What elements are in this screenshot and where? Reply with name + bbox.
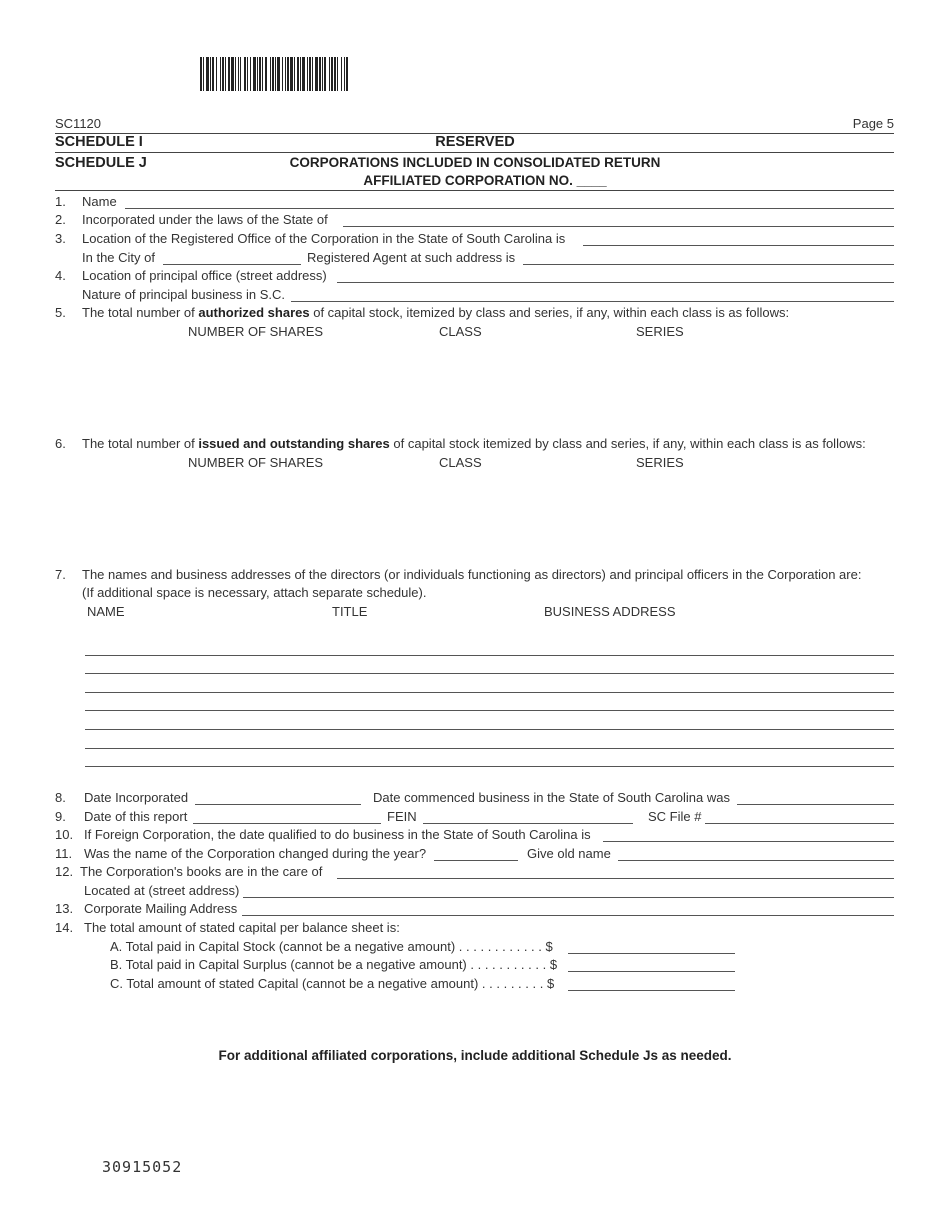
reserved-label: RESERVED	[435, 134, 515, 150]
principal-office-field[interactable]	[337, 282, 894, 283]
column-business-address: BUSINESS ADDRESS	[544, 604, 676, 619]
date-qualified-field[interactable]	[603, 841, 894, 842]
line-11: 11. Was the name of the Corporation changed during the year? Give old name	[55, 846, 894, 864]
barcode	[200, 57, 470, 91]
line-6: 6. The total number of issued and outstanding shares of capital stock itemized by class and series, if any, within each class is as follows:	[55, 436, 866, 451]
line-1: 1. Name	[55, 194, 894, 212]
line-14b: B. Total paid in Capital Surplus (cannot be a negative amount) . . . . . . . . . . . $	[55, 957, 894, 975]
state-of-incorporation-field[interactable]	[343, 226, 894, 227]
line-3-city: In the City of Registered Agent at such address is	[55, 250, 894, 268]
column-series: SERIES	[636, 324, 684, 339]
director-entry-line[interactable]	[85, 729, 894, 730]
column-number-of-shares: NUMBER OF SHARES	[188, 324, 324, 339]
affiliated-corp-number: AFFILIATED CORPORATION NO. ____	[363, 173, 607, 188]
director-entry-line[interactable]	[85, 748, 894, 749]
column-class: CLASS	[439, 324, 482, 339]
line-10: 10. If Foreign Corporation, the date qualified to do business in the State of South Carolina is	[55, 827, 894, 845]
capital-stock-field[interactable]	[568, 953, 735, 954]
line-12-located: Located at (street address)	[55, 883, 894, 901]
form-id: SC1120	[55, 116, 102, 131]
line-14: 14. The total amount of stated capital per balance sheet is:	[55, 920, 400, 935]
footer-note: For additional affiliated corporations, include additional Schedule Js as needed.	[218, 1048, 732, 1063]
date-incorporated-field[interactable]	[195, 804, 361, 805]
old-name-field[interactable]	[618, 860, 894, 861]
line-2: 2. Incorporated under the laws of the State of	[55, 212, 894, 230]
schedule-j-label: SCHEDULE J	[55, 155, 147, 171]
date-commenced-field[interactable]	[737, 804, 894, 805]
line-5: 5. The total number of authorized shares of capital stock, itemized by class and series, if any, within each class is as follows:	[55, 305, 790, 320]
column-name: NAME	[87, 604, 125, 619]
nature-of-business-field[interactable]	[291, 301, 894, 302]
books-care-of-field[interactable]	[337, 878, 894, 879]
stated-capital-field[interactable]	[568, 990, 735, 991]
form-code: 30915052	[102, 1158, 183, 1176]
registered-agent-field[interactable]	[523, 264, 894, 265]
divider	[55, 190, 894, 191]
name-changed-field[interactable]	[434, 860, 518, 861]
registered-office-field[interactable]	[583, 245, 894, 246]
line-4: 4. Location of principal office (street address)	[55, 268, 894, 286]
line-14a: A. Total paid in Capital Stock (cannot be a negative amount) . . . . . . . . . . . . $	[55, 939, 894, 957]
fein-field[interactable]	[423, 823, 633, 824]
name-field[interactable]	[125, 208, 894, 209]
column-class: CLASS	[439, 455, 482, 470]
line-7: 7. The names and business addresses of the directors (or individuals functioning as directors) and principal officers in the Corporation are:	[55, 567, 862, 582]
line-9: 9. Date of this report FEIN SC File #	[55, 809, 894, 827]
line-14c: C. Total amount of stated Capital (cannot be a negative amount) . . . . . . . . . $	[55, 976, 894, 994]
schedule-i-label: SCHEDULE I	[55, 134, 143, 150]
divider	[55, 152, 894, 153]
line-3: 3. Location of the Registered Office of the Corporation in the State of South Carolina is	[55, 231, 894, 249]
books-location-field[interactable]	[243, 897, 894, 898]
sc-file-number-field[interactable]	[705, 823, 894, 824]
line-4-nature: Nature of principal business in S.C.	[55, 287, 894, 305]
director-entry-line[interactable]	[85, 710, 894, 711]
column-number-of-shares: NUMBER OF SHARES	[188, 455, 324, 470]
capital-surplus-field[interactable]	[568, 971, 735, 972]
schedule-j-title: CORPORATIONS INCLUDED IN CONSOLIDATED RETURN	[289, 155, 661, 170]
column-title: TITLE	[332, 604, 368, 619]
director-entry-line[interactable]	[85, 692, 894, 693]
column-series: SERIES	[636, 455, 684, 470]
line-12: 12. The Corporation's books are in the care of	[55, 864, 894, 882]
mailing-address-field[interactable]	[242, 915, 894, 916]
line-8: 8. Date Incorporated Date commenced business in the State of South Carolina was	[55, 790, 894, 808]
director-entry-line[interactable]	[85, 655, 894, 656]
director-entry-line[interactable]	[85, 673, 894, 674]
line-7-note: (If additional space is necessary, attach separate schedule).	[82, 585, 427, 600]
city-field[interactable]	[163, 264, 301, 265]
line-13: 13. Corporate Mailing Address	[55, 901, 894, 919]
page-number: Page 5	[852, 116, 894, 131]
date-of-report-field[interactable]	[193, 823, 381, 824]
director-entry-line[interactable]	[85, 766, 894, 767]
